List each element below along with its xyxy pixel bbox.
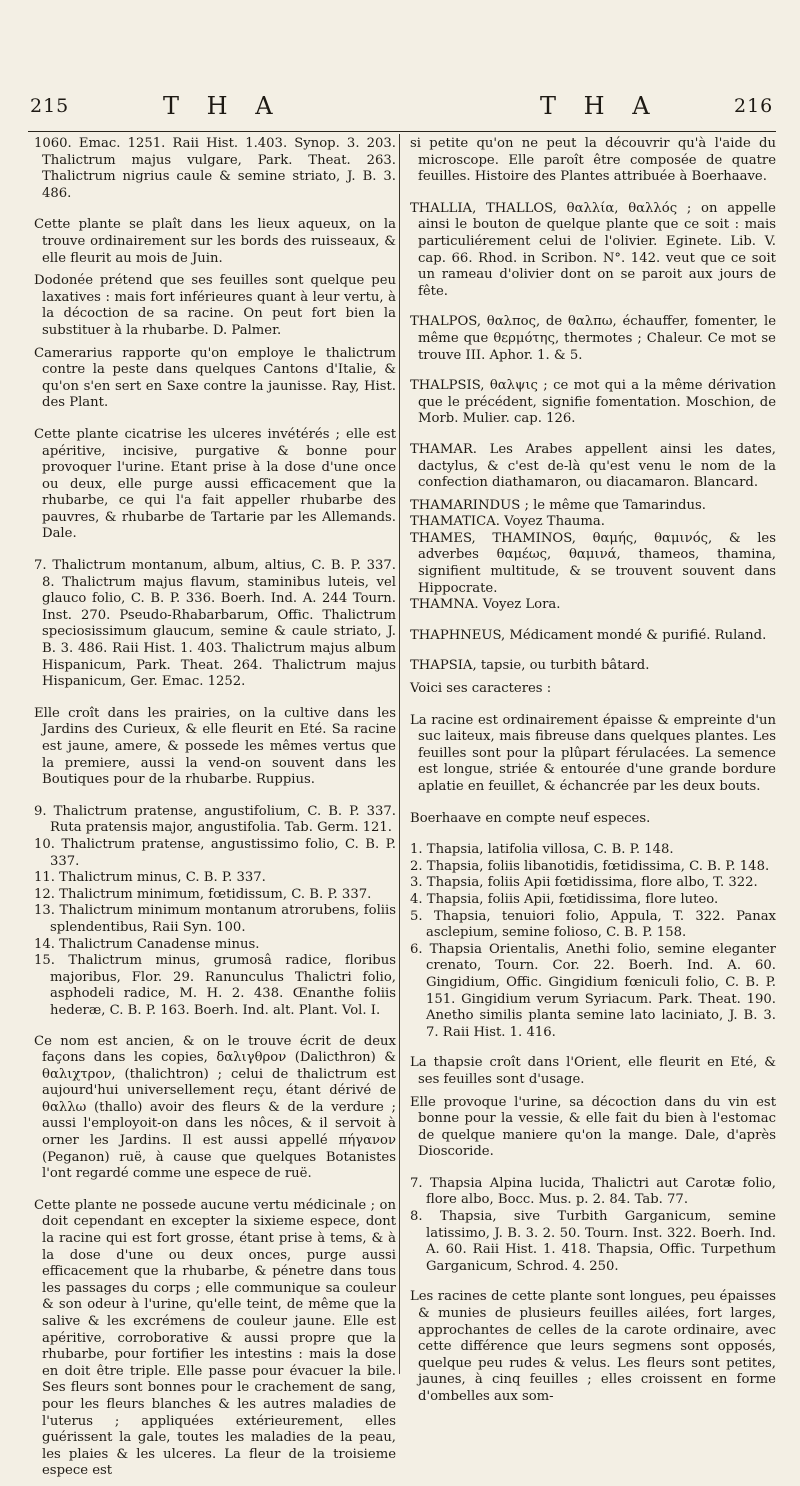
- dictionary-entry: THAMATICA. Voyez Thauma.: [410, 514, 605, 530]
- paragraph: La racine est ordinairement épaisse & empreinte d'un suc laiteux, mais fibreuse dans quelques plantes. Les feuilles sont pour la plûpart férulacées. La semence est longue, striée & entourée d'une grande bordure aplatie en feuillet, & échancrée par les deux bouts.: [410, 712, 776, 794]
- paragraph: 1060. Emac. 1251. Raii Hist. 1.403. Synop. 3. 203. Thalictrum majus vulgare, Park. Theat. 263. Thalictrum nigrius caule & semine striato, J. B. 3. 486.: [34, 136, 396, 201]
- paragraph: Cette plante cicatrise les ulceres invétérés ; elle est apéritive, incisive, purgative & bonne pour provoquer l'urine. Etant prise à la dose d'une once ou deux, elle purge aussi efficacement que la rhubarbe, ce qui l'a fait appeller rhubarbe des pauvres, & rhubarbe de Tartarie par les Allemands. Dale.: [34, 426, 396, 542]
- dictionary-entry: THALPSIS, θαλψις ; ce mot qui a la même dérivation que le précédent, signifie fomentation. Moschion, de Morb. Mulier. cap. 126.: [410, 378, 776, 427]
- header-rule: [28, 131, 776, 132]
- dictionary-entry: THAPHNEUS, Médicament mondé & purifié. Ruland.: [410, 627, 767, 643]
- left-column: [34, 136, 396, 1486]
- list-item: 13. Thalictrum minimum montanum atrorubens, foliis splendentibus, Raii Syn. 100.: [34, 903, 396, 935]
- left-running-head: T H A: [163, 92, 283, 120]
- list-item: 9. Thalictrum pratense, angustifolium, C. B. P. 337. Ruta pratensis major, angustifolia. Tab. Germ. 121.: [34, 803, 396, 836]
- dictionary-entry: THAMAR. Les Arabes appellent ainsi les dates, dactylus, & c'est de-là qu'est venu le nom de la confection diathamaron, ou diacamaron. Blancard.: [410, 441, 776, 491]
- dictionary-entry: THAMNA. Voyez Lora.: [410, 597, 561, 613]
- species-list: [410, 1176, 776, 1276]
- list-item: 14. Thalictrum Canadense minus.: [34, 936, 260, 952]
- paragraph: si petite qu'on ne peut la découvrir qu'à l'aide du microscope. Elle paroît être composée de quatre feuilles. Histoire des Plantes attribuée à Boerhaave.: [410, 136, 776, 185]
- dictionary-entry: THAMES, THAMINOS, θαμής, θαμινός, & les adverbes θαμέως, θαμινά, thameos, thamina, signifient multitude, & se trouvent souvent dans Hippocrate.: [410, 530, 776, 596]
- right-page-number: 216: [734, 95, 774, 117]
- column-divider: [399, 134, 400, 1374]
- list-item: 11. Thalictrum minus, C. B. P. 337.: [34, 870, 266, 886]
- list-item: 5. Thapsia, tenuiori folio, Appula, T. 322. Panax asclepium, semine folioso, C. B. P. 158.: [410, 908, 776, 941]
- paragraph: Cette plante ne possede aucune vertu médicinale ; on doit cependant en excepter la sixieme espece, dont la racine qui est fort grosse, étant prise à tems, & à la dose d'une ou deux onces, purge aussi efficacement que la rhubarbe, & pénetre dans tous les passages du corps ; elle communique sa couleur & son odeur à l'urine, qu'elle teint, de même que la salive & les excrémens de couleur jaune. Elle est apéritive, corroborative & aussi propre que la rhubarbe, pour fortifier les intestins : mais la dose en doit être triple. Elle passe pour évacuer la bile. Ses fleurs sont bonnes pour le crachement de sang, pour les fleurs blanches & les autres maladies de l'uterus ; appliquées extérieurement, elles guérissent la gale, toutes les maladies de la peau, les plaies & les ulceres. La fleur de la troisieme espece est: [34, 1197, 396, 1479]
- left-page-number: 215: [30, 95, 70, 117]
- paragraph: Ce nom est ancien, & on le trouve écrit de deux façons dans les copies, δαλιγθρον (Dalicthron) & θαλιχτρον, (thalichtron) ; celui de thalictrum est aujourd'hui universellement reçu, étant dérivé de θαλλω (thallo) avoir des fleurs & de la verdure ; aussi l'employoit-on dans les nôces, & il servoit à orner les Jardins. Il est aussi appellé πήγανον (Peganon) ruë, à cause que quelques Botanistes l'ont regardé comme une espece de ruë.: [34, 1033, 396, 1182]
- species-list: [34, 804, 396, 1020]
- species-list: [410, 842, 776, 1041]
- list-item: 12. Thalictrum minimum, fœtidissum, C. B. P. 337.: [34, 886, 372, 902]
- paragraph: Cette plante se plaît dans les lieux aqueux, on la trouve ordinairement sur les bords des ruisseaux, & elle fleurit au mois de Juin.: [34, 217, 396, 266]
- paragraph: Elle croît dans les prairies, on la cultive dans les Jardins des Curieux, & elle fleurit en Eté. Sa racine est jaune, amere, & possede les mêmes vertus que la premiere, aussi la vend-on souvent dans les Boutiques pour de la rhubarbe. Ruppius.: [34, 705, 396, 788]
- paragraph: Les racines de cette plante sont longues, peu épaisses & munies de plusieurs feuilles ailées, fort larges, approchantes de celles de la carote ordinaire, avec cette différence que leurs segmens sont opposés, quelque peu rudes & velus. Les fleurs sont petites, jaunes, à cinq feuilles ; elles croissent en forme d'ombelles aux som-: [410, 1289, 776, 1404]
- paragraph: Boerhaave en compte neuf especes.: [410, 810, 651, 826]
- list-item: 4. Thapsia, foliis Apii, fœtidissima, flore luteo.: [410, 891, 719, 907]
- paragraph: 7. Thalictrum montanum, album, altius, C. B. P. 337. 8. Thalictrum majus flavum, staminibus luteis, vel glauco folio, C. B. P. 336. Boerh. Ind. A. 244 Tourn. Inst. 270. Pseudo-Rhabarbarum, Offic. Thalictrum speciosissimum glaucum, semine & caule striato, J. B. 3. 486. Raii Hist. 1. 403. Thalictrum majus album Hispanicum, Park. Theat. 264. Thalictrum majus Hispanicum, Ger. Emac. 1252.: [34, 558, 396, 690]
- list-item: 3. Thapsia, foliis Apii fœtidissima, flore albo, T. 322.: [410, 875, 758, 891]
- list-item: 2. Thapsia, foliis libanotidis, fœtidissima, C. B. P. 148.: [410, 858, 770, 874]
- right-column: [410, 136, 776, 1412]
- paragraph: La thapsie croît dans l'Orient, elle fleurit en Eté, & ses feuilles sont d'usage.: [410, 1055, 776, 1087]
- list-item: 10. Thalictrum pratense, angustissimo folio, C. B. P. 337.: [34, 836, 396, 869]
- page-header: [0, 92, 800, 129]
- dictionary-entry: THALPOS, θαλπος, de θαλπω, échauffer, fomenter, le même que θερμότης, thermotes ; Chaleur. Ce mot se trouve III. Aphor. 1. & 5.: [410, 314, 776, 363]
- right-running-head: T H A: [540, 92, 660, 120]
- dictionary-entry: THAPSIA, tapsie, ou turbith bâtard.: [410, 658, 650, 674]
- list-item: 8. Thapsia, sive Turbith Garganicum, semine latissimo, J. B. 3. 2. 50. Tourn. Inst. 322. Boerh. Ind. A. 60. Raii Hist. 1. 418. Thapsia, Offic. Turpethum Garganicum, Schrod. 4. 250.: [410, 1209, 776, 1274]
- paragraph: Voici ses caracteres :: [410, 681, 552, 697]
- dictionary-entry: THAMARINDUS ; le même que Tamarindus.: [410, 497, 706, 513]
- dictionary-entry: THALLIA, THALLOS, θαλλία, θαλλός ; on appelle ainsi le bouton de quelque plante que ce soit : mais particuliérement celui de l'olivier. Eginete. Lib. V. cap. 66. Rhod. in Scribon. N°. 142. veut que ce soit un rameau d'olivier dont on se paroit aux jours de fête.: [410, 200, 776, 299]
- list-item: 15. Thalictrum minus, grumosâ radice, floribus majoribus, Flor. 29. Ranunculus Thalictri folio, asphodeli radice, M. H. 2. 438. Œnanthe foliis hederæ, C. B. P. 163. Boerh. Ind. alt. Plant. Vol. I.: [34, 953, 396, 1018]
- paragraph: Camerarius rapporte qu'on employe le thalictrum contre la peste dans quelques Cantons d'Italie, & qu'on s'en sert en Saxe contre la jaunisse. Ray, Hist. des Plant.: [34, 345, 396, 411]
- paragraph: Dodonée prétend que ses feuilles sont quelque peu laxatives : mais fort inférieures quant à leur vertu, à la décoction de sa racine. On peut fort bien la substituer à la rhubarbe. D. Palmer.: [34, 273, 396, 338]
- list-item: 1. Thapsia, latifolia villosa, C. B. P. 148.: [410, 842, 674, 858]
- list-item: 6. Thapsia Orientalis, Anethi folio, semine eleganter crenato, Tourn. Cor. 22. Boerh. Ind. A. 60. Gingidium, Offic. Gingidium fœniculi folio, C. B. P. 151. Gingidium verum Syriacum. Park. Theat. 190. Anetho similis planta semine lato laciniato, J. B. 3. 7. Raii Hist. 1. 416.: [410, 941, 776, 1040]
- paragraph: Elle provoque l'urine, sa décoction dans du vin est bonne pour la vessie, & elle fait du bien à l'estomac de quelque maniere qu'on la mange. Dale, d'après Dioscoride.: [410, 1094, 776, 1160]
- list-item: 7. Thapsia Alpina lucida, Thalictri aut Carotæ folio, flore albo, Bocc. Mus. p. 2. 84. Tab. 77.: [410, 1175, 776, 1208]
